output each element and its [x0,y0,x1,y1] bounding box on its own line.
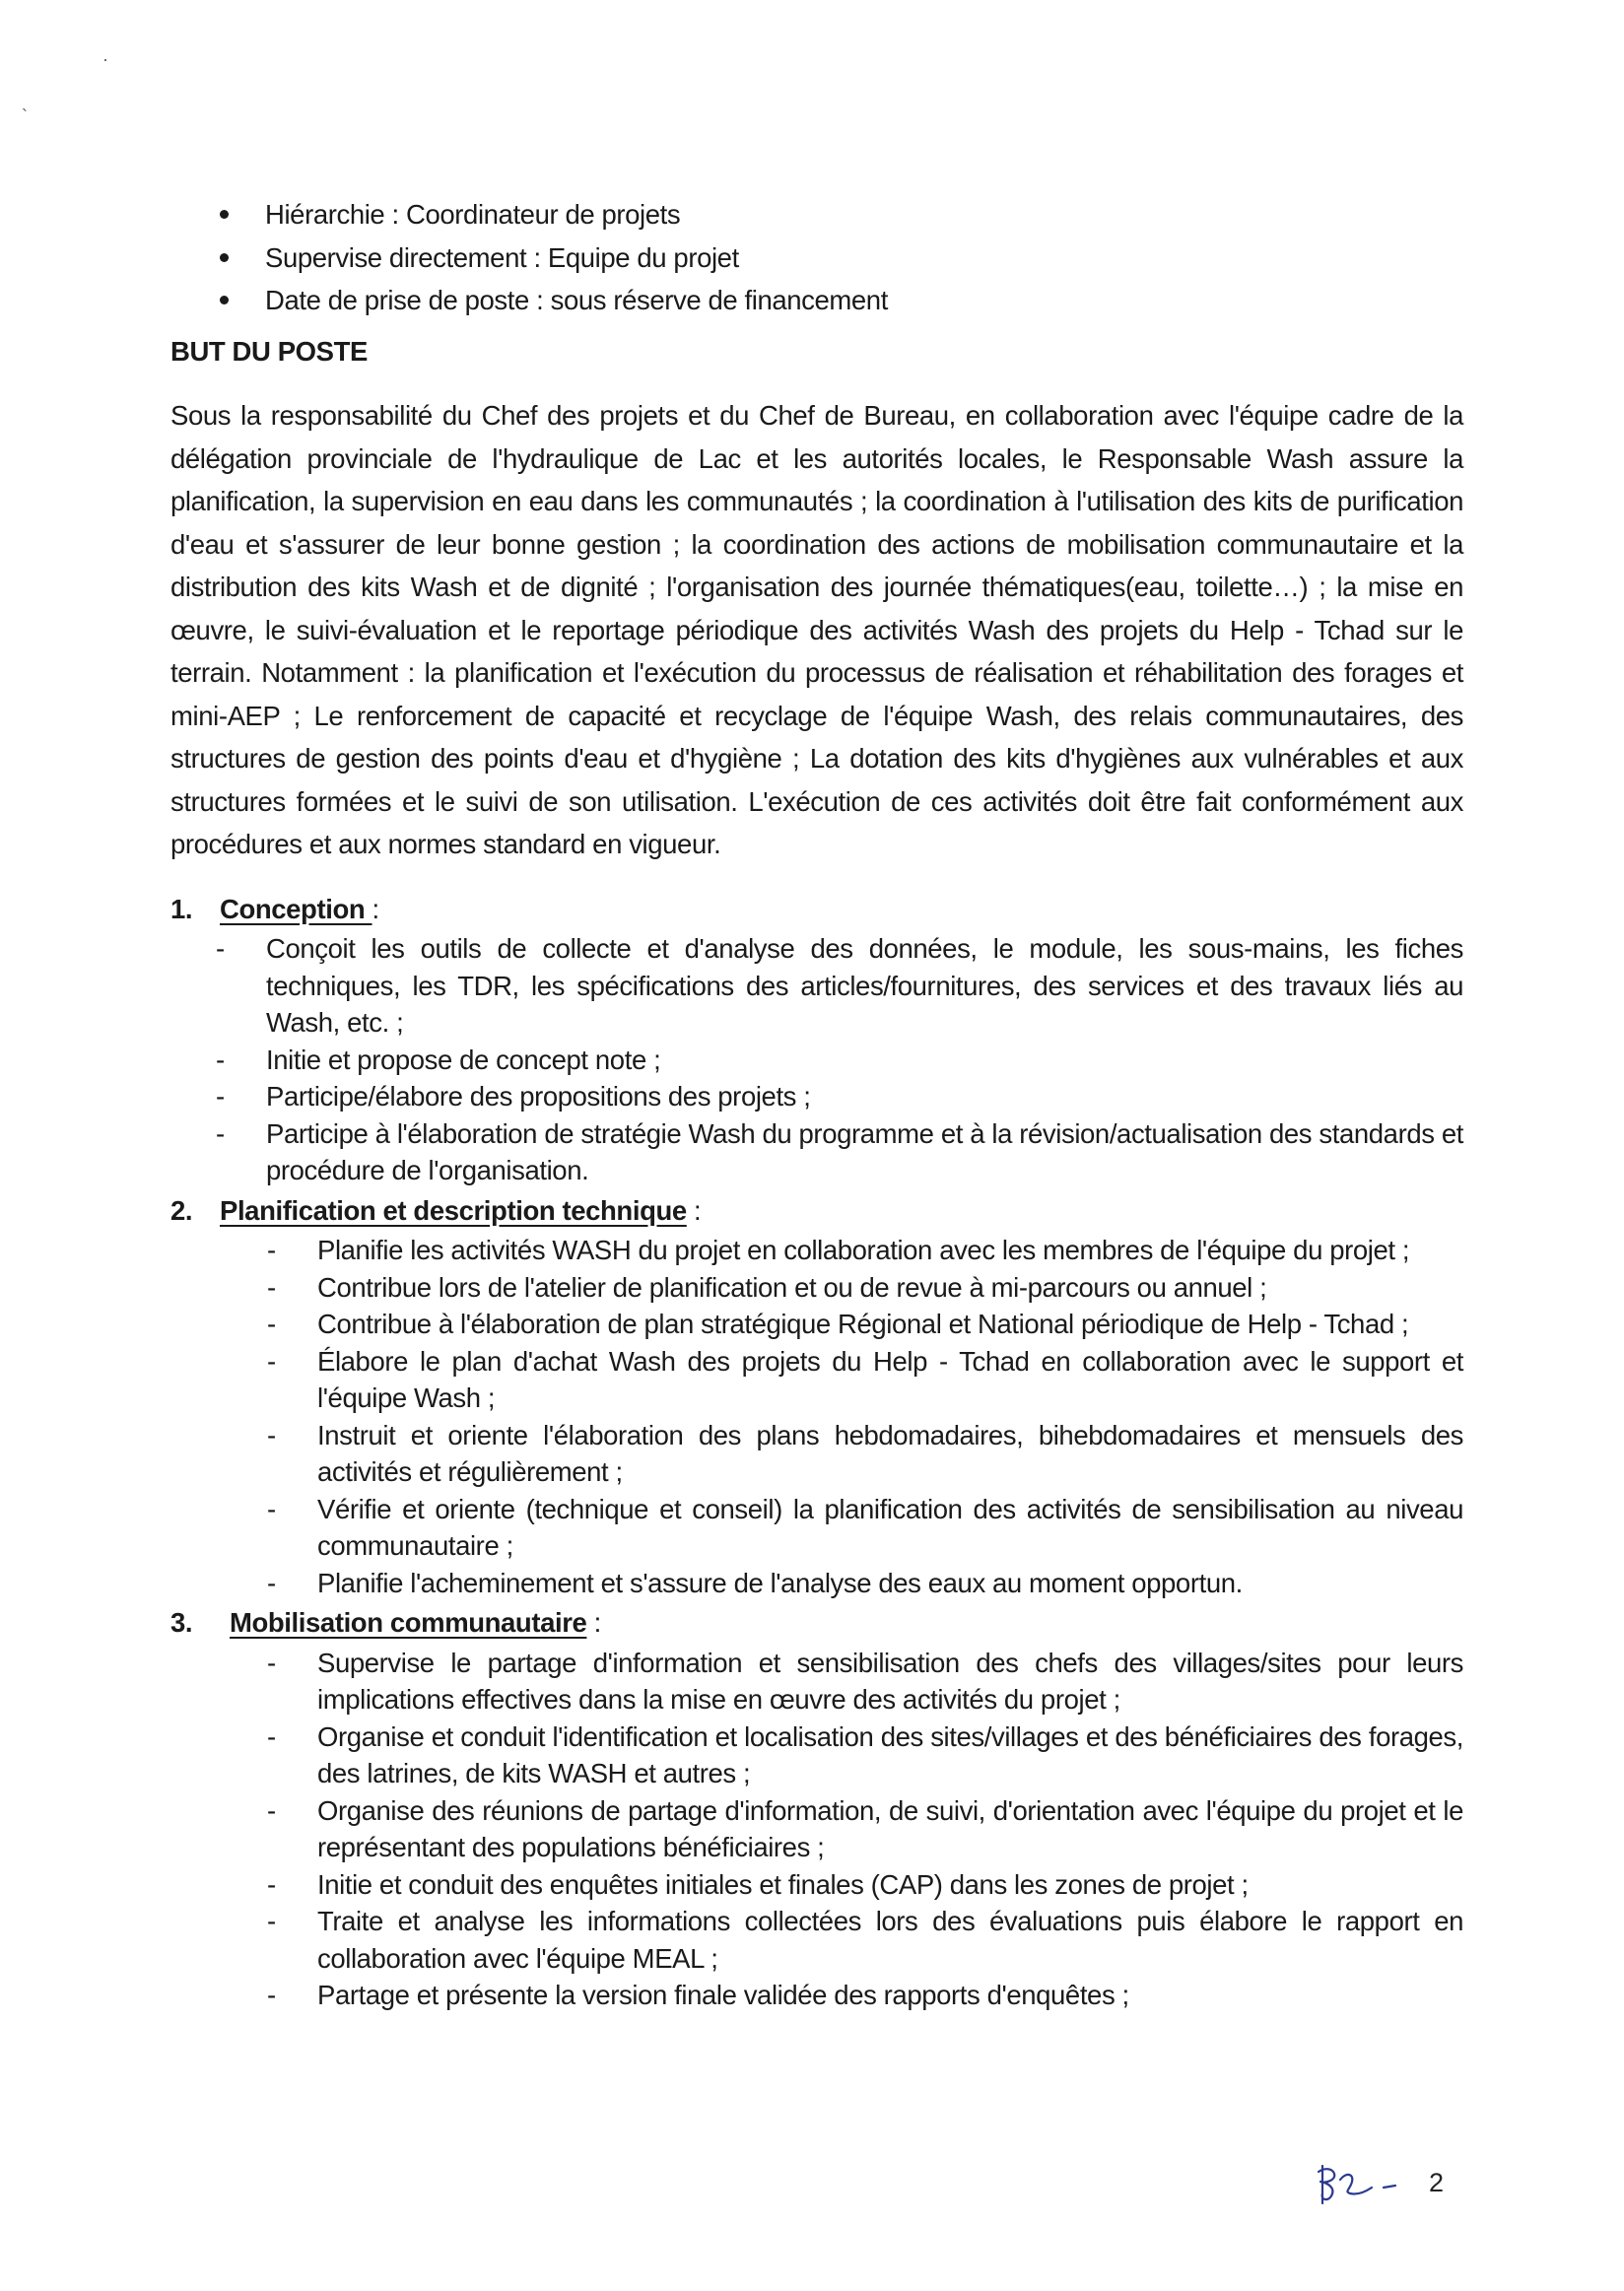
section-colon: : [686,1194,702,1226]
list-item-text: Traite et analyse les informations collectées lors des évaluations puis élabore le rapport en collaboration avec l'équipe MEAL ; [317,1906,1463,1974]
list-item [170,1792,1463,1866]
bullet-supervises: Supervise directement : Equipe du projet [170,236,1463,280]
dash-marker: - [267,1906,276,1936]
bullet-start-date: Date de prise de poste : sous réserve de financement [170,279,1463,322]
list-item-text: Organise et conduit l'identification et localisation des sites/villages et des bénéficiaires des forages, des latrines, de kits WASH et autres ; [317,1720,1463,1788]
section-item-list [170,1645,1463,2014]
page-number: 2 [1429,2168,1445,2197]
dash-marker: - [216,1117,225,1149]
dash-marker: - [216,1081,225,1112]
document-body [170,193,1463,2014]
list-item-text: Initie et conduit des enquêtes initiales et finales (CAP) dans les zones de projet ; [317,1868,1249,1900]
section-title [170,1601,1463,1645]
header-bullet-list [170,193,1463,322]
dash-marker: - [267,1271,276,1303]
section-item-list [170,1232,1463,1601]
list-item [170,1078,1463,1115]
list-item [170,1269,1463,1307]
section-heading: Conception [220,893,372,924]
list-item [170,1115,1463,1189]
list-item [170,930,1463,1042]
section-mobilisation [170,1601,1463,2014]
list-item-text: Contribue à l'élaboration de plan stratégique Régional et National périodique de Help - Tchad ; [317,1309,1409,1339]
list-item-text: Participe à l'élaboration de stratégie Wash du programme et à la révision/actualisation des standards et procédure de l'organisation. [266,1117,1463,1185]
list-item-text: Participe/élabore des propositions des projets ; [266,1081,811,1112]
section-title [170,888,1463,931]
section-title [170,1189,1463,1233]
section-number: 1. [170,893,193,924]
scan-speck: ` [22,106,28,126]
list-item-text: Contribue lors de l'atelier de planification et ou de revue à mi-parcours ou annuel ; [317,1271,1267,1303]
dash-marker: - [267,1567,276,1598]
list-item-text: Instruit et oriente l'élaboration des plans hebdomadaires, bihebdomadaires et mensuels des activités et régulièrement ; [317,1419,1463,1487]
list-item-text: Supervise le partage d'information et sensibilisation des chefs des villages/sites pour leurs implications effectives dans la mise en œuvre des activités du projet ; [317,1647,1463,1715]
section-number: 3. [170,1607,193,1638]
dash-marker: - [267,1309,276,1339]
list-item-text: Conçoit les outils de collecte et d'analyse des données, le module, les sous-mains, les fiches techniques, les TDR, les spécifications des articles/fournitures, des services et des travaux liés au Wash, etc. ; [266,933,1463,1038]
section-heading: Mobilisation communautaire [230,1607,587,1638]
list-item-text: Planifie les activités WASH du projet en collaboration avec les membres de l'équipe du projet ; [317,1235,1410,1265]
list-item [170,1232,1463,1269]
list-item-text: Planifie l'acheminement et s'assure de l'analyse des eaux au moment opportun. [317,1567,1243,1598]
list-item-text: Initie et propose de concept note ; [266,1044,661,1075]
list-item [170,1565,1463,1602]
dash-marker: - [216,1044,225,1075]
list-item [170,1306,1463,1343]
initials-signature [1311,2158,1419,2217]
section-number: 2. [170,1194,193,1226]
section-colon: : [586,1607,601,1638]
list-item-text: Partage et présente la version finale validée des rapports d'enquêtes ; [317,1980,1129,2010]
section-conception [170,888,1463,1189]
list-item [170,1977,1463,2014]
list-item [170,1903,1463,1977]
purpose-paragraph: Sous la responsabilité du Chef des projets et du Chef de Bureau, en collaboration avec l'équipe cadre de la délégation provinciale de l'hydraulique de Lac et les autorités locales, le Responsable Wash assure la planification, la supervision en eau dans les communautés ; la coordination à l'utilisation des kits de purification d'eau et s'assurer de leur bonne gestion ; la coordination des actions de mobilisation communautaire et la distribution des kits Wash et de dignité ; l'organisation des journée thématiques(eau, toilette…) ; la mise en œuvre, le suivi-évaluation et le reportage périodique des activités Wash des projets du Help - Tchad sur le terrain. Notamment : la planification et l'exécution du processus de réalisation et réhabilitation des forages et mini-AEP ; Le renforcement de capacité et recyclage de l'équipe Wash, des relais communautaires, des structures de gestion des points d'eau et d'hygiène ; La dotation des kits d'hygiènes aux vulnérables et aux structures formées et le suivi de son utilisation. L'exécution de ces activités doit être fait conformément aux procédures et aux normes standard en vigueur. [170,400,1463,859]
list-item [170,1866,1463,1904]
purpose-heading: BUT DU POSTE [170,335,368,367]
list-item [170,1343,1463,1417]
section-colon: : [372,893,379,924]
dash-marker: - [267,1980,276,2010]
list-item [170,1718,1463,1792]
section-planification [170,1189,1463,1602]
list-item [170,1491,1463,1565]
dash-marker: - [267,1493,276,1524]
dash-marker: - [267,1419,276,1450]
dash-marker: - [267,1345,276,1377]
list-item [170,1042,1463,1079]
dash-marker: - [267,1720,276,1752]
scan-speck: · [102,49,108,69]
dash-marker: - [267,1647,276,1678]
list-item [170,1645,1463,1718]
dash-marker: - [267,1868,276,1900]
section-item-list [170,930,1463,1189]
section-heading: Planification et description technique [220,1194,687,1226]
list-item [170,1417,1463,1491]
list-item-text: Vérifie et oriente (technique et conseil) la planification des activités de sensibilisation au niveau communautaire ; [317,1493,1463,1561]
dash-marker: - [267,1794,276,1826]
list-item-text: Élabore le plan d'achat Wash des projets du Help - Tchad en collaboration avec le support et l'équipe Wash ; [317,1345,1463,1413]
dash-marker: - [216,933,225,964]
bullet-hierarchy: Hiérarchie : Coordinateur de projets [170,193,1463,236]
dash-marker: - [267,1235,276,1265]
list-item-text: Organise des réunions de partage d'information, de suivi, d'orientation avec l'équipe du projet et le représentant des populations bénéficiaires ; [317,1794,1463,1862]
